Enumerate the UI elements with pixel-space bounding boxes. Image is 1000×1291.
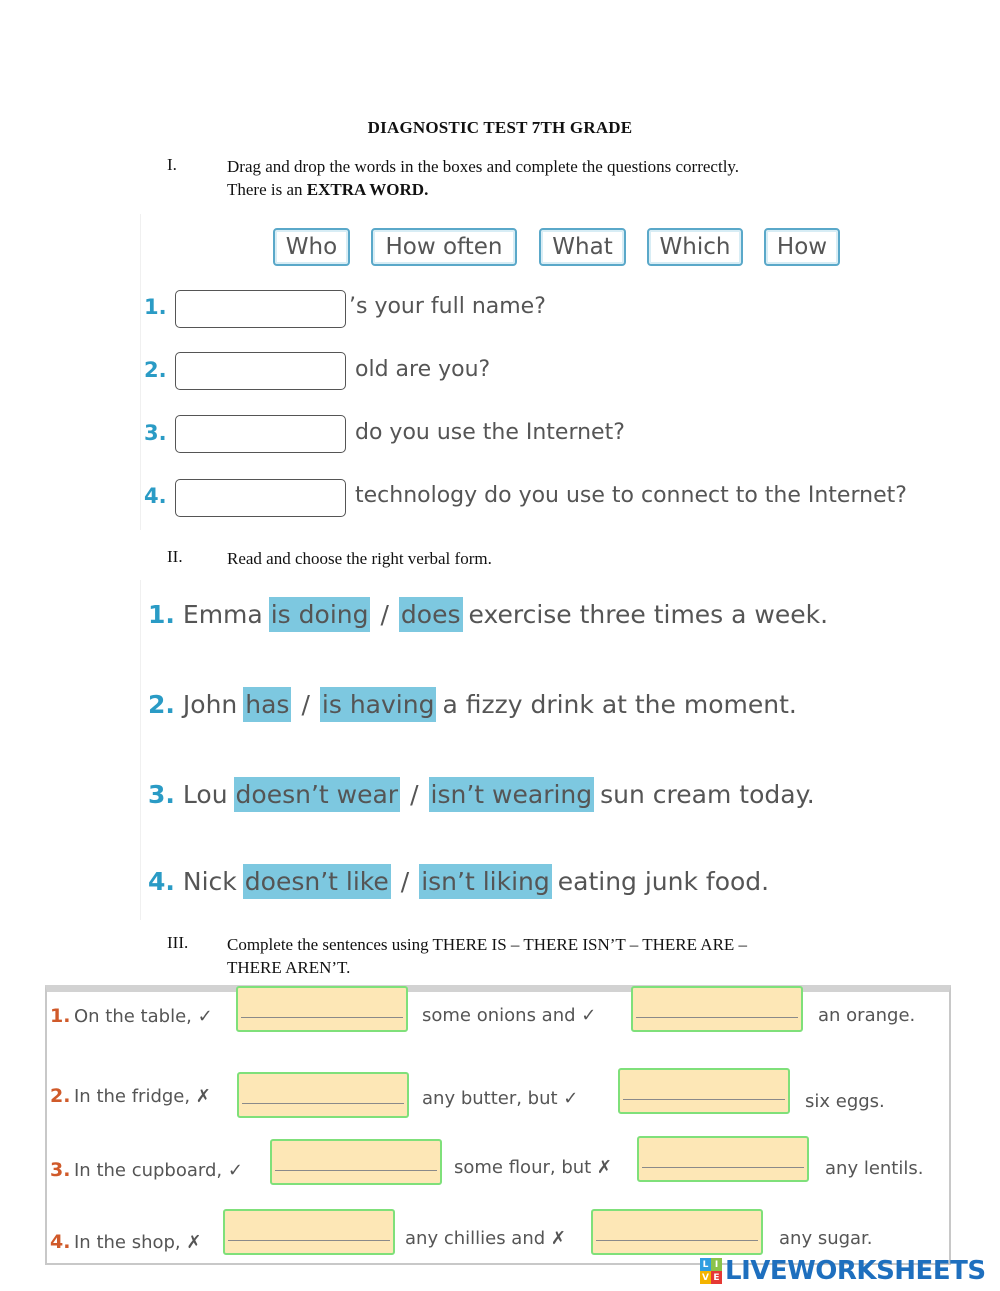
section1-instruction-prefix: There is an <box>227 180 307 199</box>
answer-box-3b[interactable] <box>637 1136 809 1182</box>
option-2[interactable]: isn’t wearing <box>429 777 595 812</box>
option-2[interactable]: is having <box>320 687 437 722</box>
sentence-rest: exercise three times a week. <box>468 600 829 629</box>
row-middle-text: any butter, but ✓ <box>422 1088 579 1109</box>
answer-box-4b[interactable] <box>591 1209 763 1255</box>
answer-box-2b[interactable] <box>618 1068 790 1114</box>
option-1[interactable]: doesn’t like <box>243 864 391 899</box>
logo-mark-letter: V <box>700 1271 711 1284</box>
verb-sentence-2 <box>148 687 797 722</box>
row-number: 1. <box>50 1005 71 1027</box>
sentence-subject: John <box>182 690 238 719</box>
page-title: DIAGNOSTIC TEST 7TH GRADE <box>367 118 633 137</box>
section3-instruction-line2: THERE AREN’T. <box>227 958 351 977</box>
sentence-rest: eating junk food. <box>557 867 770 896</box>
question-text: old are you? <box>355 357 491 382</box>
section2-instruction: Read and choose the right verbal form. <box>227 549 492 568</box>
row-middle-text: any chillies and ✗ <box>405 1228 566 1249</box>
row-number: 3. <box>50 1159 71 1181</box>
row-start-text: In the shop, ✗ <box>74 1232 202 1253</box>
option-2[interactable]: isn’t liking <box>419 864 552 899</box>
answer-box-4a[interactable] <box>223 1209 395 1255</box>
option-2[interactable]: does <box>399 597 463 632</box>
liveworksheets-logo <box>700 1254 986 1288</box>
sentence-rest: a fizzy drink at the moment. <box>442 690 797 719</box>
section3-panel <box>45 985 951 1265</box>
option-1[interactable]: has <box>243 687 291 722</box>
section3-instruction <box>227 933 847 979</box>
answer-box-3a[interactable] <box>270 1139 442 1185</box>
separator: / <box>301 690 310 719</box>
question-text: technology do you use to connect to the Internet? <box>355 483 907 508</box>
sentence-number: 2. <box>148 690 175 719</box>
word-chip-how[interactable]: How <box>764 228 840 266</box>
sentence-rest: sun cream today. <box>600 780 815 809</box>
section1-instruction-line2 <box>227 178 847 201</box>
verb-sentence-3 <box>148 777 815 812</box>
separator: / <box>410 780 419 809</box>
logo-mark-letter: E <box>711 1271 722 1284</box>
row-end-text: an orange. <box>818 1005 916 1026</box>
row-end-text: six eggs. <box>805 1091 885 1112</box>
answer-box-2a[interactable] <box>237 1072 409 1118</box>
question-number: 2. <box>144 358 167 382</box>
section1-instruction-line1: Drag and drop the words in the boxes and complete the questions correctly. <box>227 157 740 176</box>
word-chip-what[interactable]: What <box>539 228 626 266</box>
answer-box-1b[interactable] <box>631 986 803 1032</box>
word-chip-how-often[interactable]: How often <box>371 228 517 266</box>
section3-number: III. <box>167 933 189 952</box>
drop-box-4[interactable] <box>175 479 346 517</box>
row-start-text: In the fridge, ✗ <box>74 1086 211 1107</box>
row-start-text: In the cupboard, ✓ <box>74 1160 243 1181</box>
question-text: do you use the Internet? <box>355 420 625 445</box>
section1-number: I. <box>167 155 177 174</box>
question-number: 1. <box>144 295 167 319</box>
question-text: ’s your full name? <box>349 294 546 319</box>
logo-mark-letter: L <box>700 1258 711 1271</box>
word-chip-who[interactable]: Who <box>273 228 350 266</box>
separator: / <box>380 600 389 629</box>
section1-instruction <box>227 155 847 201</box>
verb-sentence-1 <box>148 597 828 632</box>
sentence-number: 3. <box>148 780 175 809</box>
section3-instruction-line1: Complete the sentences using THERE IS – THERE ISN’T – THERE ARE – <box>227 935 748 954</box>
section1-instruction-bold: EXTRA WORD. <box>306 180 429 199</box>
row-middle-text: some flour, but ✗ <box>454 1157 613 1178</box>
sentence-number: 4. <box>148 867 175 896</box>
sentence-subject: Emma <box>182 600 263 629</box>
answer-box-1a[interactable] <box>236 986 408 1032</box>
liveworksheets-logo-icon <box>700 1258 722 1284</box>
row-number: 4. <box>50 1231 71 1253</box>
option-1[interactable]: doesn’t wear <box>234 777 401 812</box>
sentence-number: 1. <box>148 600 175 629</box>
row-number: 2. <box>50 1085 71 1107</box>
verb-sentence-4 <box>148 864 769 899</box>
separator: / <box>400 867 410 896</box>
row-start-text: On the table, ✓ <box>74 1006 213 1027</box>
sentence-subject: Nick <box>182 867 237 896</box>
logo-text: LIVEWORKSHEETS <box>725 1256 986 1286</box>
drop-box-2[interactable] <box>175 352 346 390</box>
logo-mark-letter: I <box>711 1258 722 1271</box>
drop-box-1[interactable] <box>175 290 346 328</box>
question-number: 4. <box>144 484 167 508</box>
question-number: 3. <box>144 421 167 445</box>
section2-number: II. <box>167 547 183 566</box>
row-end-text: any sugar. <box>779 1228 873 1249</box>
word-chip-which[interactable]: Which <box>647 228 743 266</box>
option-1[interactable]: is doing <box>269 597 371 632</box>
row-middle-text: some onions and ✓ <box>422 1005 597 1026</box>
row-end-text: any lentils. <box>825 1158 924 1179</box>
sentence-subject: Lou <box>182 780 228 809</box>
drop-box-3[interactable] <box>175 415 346 453</box>
